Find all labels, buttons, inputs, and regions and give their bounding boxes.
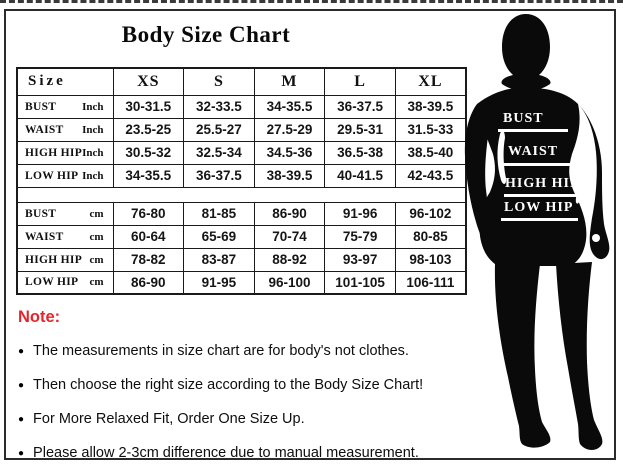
cell-value: 36.5-38 xyxy=(325,141,396,164)
figure-label-waist: WAIST xyxy=(508,144,559,159)
row-label: LOW HIP xyxy=(25,169,79,182)
cell-value: 96-100 xyxy=(254,271,325,294)
col-header-size: Size xyxy=(17,68,113,95)
cell-value: 80-85 xyxy=(395,225,466,248)
cell-value: 30-31.5 xyxy=(113,95,184,118)
note-item-text: The measurements in size chart are for body's not clothes. xyxy=(33,343,409,359)
cell-value: 36-37.5 xyxy=(325,95,396,118)
row-unit: cm xyxy=(89,253,104,266)
cell-value: 42-43.5 xyxy=(395,164,466,187)
table-header-row xyxy=(17,68,466,95)
woman-silhouette-icon xyxy=(458,10,622,462)
cell-value: 29.5-31 xyxy=(325,118,396,141)
body-silhouette-figure xyxy=(458,10,622,462)
bullet-icon: ● xyxy=(18,448,25,459)
row-label: BUST xyxy=(25,100,57,113)
note-heading: Note: xyxy=(18,308,61,326)
note-item xyxy=(18,343,450,361)
cell-value: 86-90 xyxy=(254,202,325,225)
row-label: HIGH HIP xyxy=(25,253,83,266)
cell-value: 65-69 xyxy=(184,225,255,248)
row-unit: Inch xyxy=(82,169,104,182)
note-item-text: Please allow 2-3cm difference due to manual measurement. xyxy=(33,445,419,461)
note-item xyxy=(18,411,450,429)
col-header-l: L xyxy=(325,68,396,95)
cell-value: 25.5-27 xyxy=(184,118,255,141)
cell-value: 98-103 xyxy=(395,248,466,271)
col-header-xl: XL xyxy=(395,68,466,95)
cell-value: 106-111 xyxy=(395,271,466,294)
note-section xyxy=(18,308,450,463)
bullet-icon: ● xyxy=(18,380,25,391)
cell-value: 23.5-25 xyxy=(113,118,184,141)
table-row-highhip-cm xyxy=(17,248,466,271)
low-hip-measure-line xyxy=(501,218,578,221)
cell-value: 93-97 xyxy=(325,248,396,271)
cell-value: 40-41.5 xyxy=(325,164,396,187)
figure-label-high-hip: HIGH HIP xyxy=(505,176,580,191)
note-item-text: Then choose the right size according to the Body Size Chart! xyxy=(33,377,424,393)
cell-value: 78-82 xyxy=(113,248,184,271)
bust-measure-line xyxy=(498,129,568,132)
cell-value: 34-35.5 xyxy=(113,164,184,187)
cell-value: 38-39.5 xyxy=(395,95,466,118)
cell-value: 75-79 xyxy=(325,225,396,248)
high-hip-measure-line xyxy=(504,194,578,197)
separator-row xyxy=(17,187,466,202)
cell-value: 31.5-33 xyxy=(395,118,466,141)
figure-label-bust: BUST xyxy=(503,111,544,126)
cell-value: 91-96 xyxy=(325,202,396,225)
row-unit: Inch xyxy=(82,100,104,113)
row-label: BUST xyxy=(25,207,57,220)
cell-value: 32-33.5 xyxy=(184,95,255,118)
table-row-bust-inch xyxy=(17,95,466,118)
cell-value: 88-92 xyxy=(254,248,325,271)
cell-value: 34-35.5 xyxy=(254,95,325,118)
cell-value: 101-105 xyxy=(325,271,396,294)
size-table xyxy=(16,67,467,295)
table-row-lowhip-inch xyxy=(17,164,466,187)
waist-measure-line xyxy=(503,163,570,166)
cell-value: 36-37.5 xyxy=(184,164,255,187)
table-row-bust-cm xyxy=(17,202,466,225)
note-item xyxy=(18,445,450,463)
row-label: WAIST xyxy=(25,230,64,243)
cell-value: 91-95 xyxy=(184,271,255,294)
row-unit: Inch xyxy=(82,146,104,159)
cell-value: 27.5-29 xyxy=(254,118,325,141)
row-unit: Inch xyxy=(82,123,104,136)
row-label: LOW HIP xyxy=(25,276,79,289)
cell-value: 30.5-32 xyxy=(113,141,184,164)
bullet-icon: ● xyxy=(18,414,25,425)
table-row-waist-cm xyxy=(17,225,466,248)
table-row-waist-inch xyxy=(17,118,466,141)
figure-label-low-hip: LOW HIP xyxy=(504,200,574,215)
cell-value: 38.5-40 xyxy=(395,141,466,164)
row-label: WAIST xyxy=(25,123,64,136)
row-unit: cm xyxy=(89,276,104,289)
col-header-xs: XS xyxy=(113,68,184,95)
bullet-icon: ● xyxy=(18,346,25,357)
cell-value: 38-39.5 xyxy=(254,164,325,187)
cell-value: 60-64 xyxy=(113,225,184,248)
cell-value: 81-85 xyxy=(184,202,255,225)
cell-value: 34.5-36 xyxy=(254,141,325,164)
cell-value: 76-80 xyxy=(113,202,184,225)
note-item xyxy=(18,377,450,395)
row-label: HIGH HIP xyxy=(25,146,83,159)
page-title: Body Size Chart xyxy=(121,22,291,47)
note-item-text: For More Relaxed Fit, Order One Size Up. xyxy=(33,411,305,427)
cell-value: 70-74 xyxy=(254,225,325,248)
table-row-highhip-inch xyxy=(17,141,466,164)
cell-value: 83-87 xyxy=(184,248,255,271)
row-unit: cm xyxy=(89,207,104,220)
col-header-m: M xyxy=(254,68,325,95)
table-row-lowhip-cm xyxy=(17,271,466,294)
top-dashed-edge xyxy=(0,0,623,3)
cell-value: 96-102 xyxy=(395,202,466,225)
cell-value: 32.5-34 xyxy=(184,141,255,164)
col-header-s: S xyxy=(184,68,255,95)
cell-value: 86-90 xyxy=(113,271,184,294)
row-unit: cm xyxy=(89,230,104,243)
